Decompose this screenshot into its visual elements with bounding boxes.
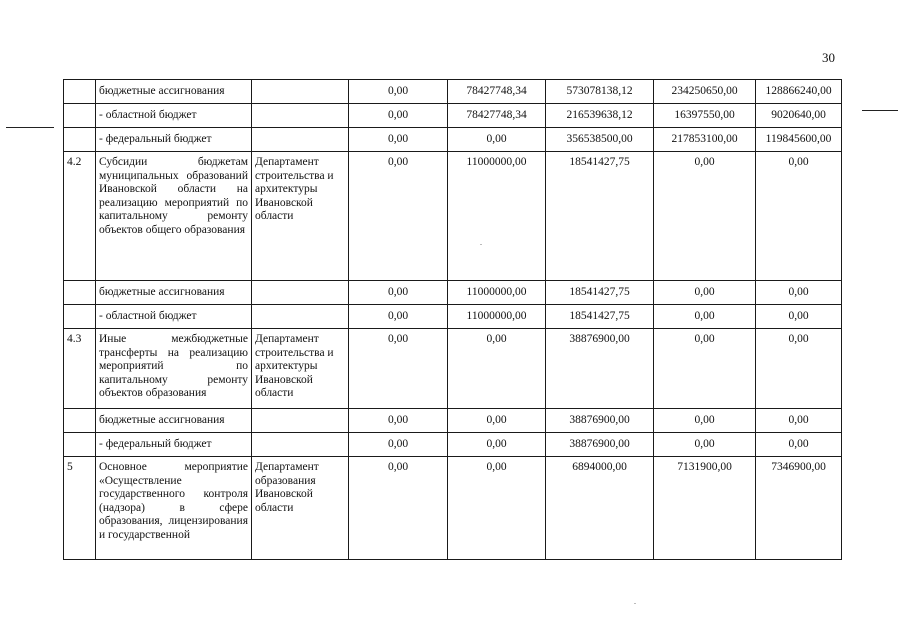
row-value: 78427748,34: [448, 80, 546, 104]
row-value: 9020640,00: [756, 104, 842, 128]
row-value: 0,00: [654, 305, 756, 329]
row-value: 0,00: [448, 433, 546, 457]
row-value: 0,00: [654, 152, 756, 281]
scan-speck: [634, 603, 636, 604]
row-code: [64, 281, 96, 305]
row-executor: Департамент строительства и архитектуры Ивановской области: [252, 152, 349, 281]
row-code: [64, 104, 96, 128]
row-value: 119845600,00: [756, 128, 842, 152]
row-value: 0,00: [349, 433, 448, 457]
table-row: [64, 128, 842, 152]
row-value: 38876900,00: [546, 409, 654, 433]
row-value: 0,00: [349, 152, 448, 281]
row-value: 356538500,00: [546, 128, 654, 152]
row-executor: [252, 281, 349, 305]
row-value: 0,00: [349, 457, 448, 560]
row-value: 11000000,00: [448, 305, 546, 329]
row-value: 7131900,00: [654, 457, 756, 560]
row-value: 0,00: [349, 80, 448, 104]
row-value: 78427748,34: [448, 104, 546, 128]
row-value: 0,00: [448, 409, 546, 433]
row-executor: [252, 104, 349, 128]
row-value: 128866240,00: [756, 80, 842, 104]
row-code: [64, 80, 96, 104]
row-code: [64, 305, 96, 329]
row-value: 18541427,75: [546, 281, 654, 305]
row-value: 16397550,00: [654, 104, 756, 128]
row-value: 18541427,75: [546, 305, 654, 329]
row-value: 7346900,00: [756, 457, 842, 560]
row-executor: Департамент строительства и архитектуры Ивановской области: [252, 329, 349, 409]
row-value: 0,00: [349, 281, 448, 305]
row-value: 0,00: [756, 281, 842, 305]
table-row: [64, 305, 842, 329]
row-value: 0,00: [654, 281, 756, 305]
row-executor: [252, 80, 349, 104]
row-value: 0,00: [448, 329, 546, 409]
row-value: 0,00: [349, 329, 448, 409]
row-executor: Департамент образования Ивановской области: [252, 457, 349, 560]
row-value: 0,00: [756, 329, 842, 409]
row-value: 0,00: [756, 433, 842, 457]
row-name: - областной бюджет: [96, 305, 252, 329]
row-executor: [252, 433, 349, 457]
page-number: 30: [822, 50, 835, 65]
row-name: бюджетные ассигнования: [96, 409, 252, 433]
table-row: [64, 433, 842, 457]
table-row: [64, 281, 842, 305]
row-value: 38876900,00: [546, 433, 654, 457]
row-value: 0,00: [448, 457, 546, 560]
table-row: [64, 409, 842, 433]
row-code: 4.3: [64, 329, 96, 409]
row-executor: [252, 409, 349, 433]
row-value: 0,00: [349, 305, 448, 329]
table-row: [64, 80, 842, 104]
row-code: [64, 433, 96, 457]
row-value: 573078138,12: [546, 80, 654, 104]
row-value: 234250650,00: [654, 80, 756, 104]
table-row: [64, 152, 842, 281]
row-value: 0,00: [448, 128, 546, 152]
row-code: [64, 128, 96, 152]
row-value: 18541427,75: [546, 152, 654, 281]
budget-table: [63, 79, 842, 560]
row-executor: [252, 305, 349, 329]
row-code: 5: [64, 457, 96, 560]
left-margin-line: [6, 127, 54, 128]
row-name: бюджетные ассигнования: [96, 281, 252, 305]
table-row: [64, 329, 842, 409]
row-value: 217853100,00: [654, 128, 756, 152]
table-row: [64, 457, 842, 560]
row-value: 0,00: [654, 433, 756, 457]
row-name: Основное мероприятие «Осуществление государственного контроля (надзора) в сфере образования, лицензирования и государственной: [96, 457, 252, 560]
row-value: 0,00: [349, 409, 448, 433]
row-value: 38876900,00: [546, 329, 654, 409]
row-name: Иные межбюджетные трансферты на реализацию мероприятий по капитальному ремонту объектов образования: [96, 329, 252, 409]
row-code: 4.2: [64, 152, 96, 281]
row-value: 0,00: [756, 305, 842, 329]
row-value: 11000000,00: [448, 281, 546, 305]
row-value: 0,00: [654, 409, 756, 433]
row-name: Субсидии бюджетам муниципальных образований Ивановской области на реализацию мероприятий по капитальному ремонту объектов общего образования: [96, 152, 252, 281]
row-executor: [252, 128, 349, 152]
row-value: 0,00: [756, 152, 842, 281]
row-name: - федеральный бюджет: [96, 128, 252, 152]
table-row: [64, 104, 842, 128]
row-value: 6894000,00: [546, 457, 654, 560]
row-code: [64, 409, 96, 433]
row-value: 0,00: [349, 128, 448, 152]
row-value: 216539638,12: [546, 104, 654, 128]
row-value: 0,00: [349, 104, 448, 128]
row-value: 0,00: [756, 409, 842, 433]
row-name: - федеральный бюджет: [96, 433, 252, 457]
row-name: - областной бюджет: [96, 104, 252, 128]
right-margin-line: [862, 110, 898, 111]
row-name: бюджетные ассигнования: [96, 80, 252, 104]
row-value: 11000000,00: [448, 152, 546, 281]
row-value: 0,00: [654, 329, 756, 409]
